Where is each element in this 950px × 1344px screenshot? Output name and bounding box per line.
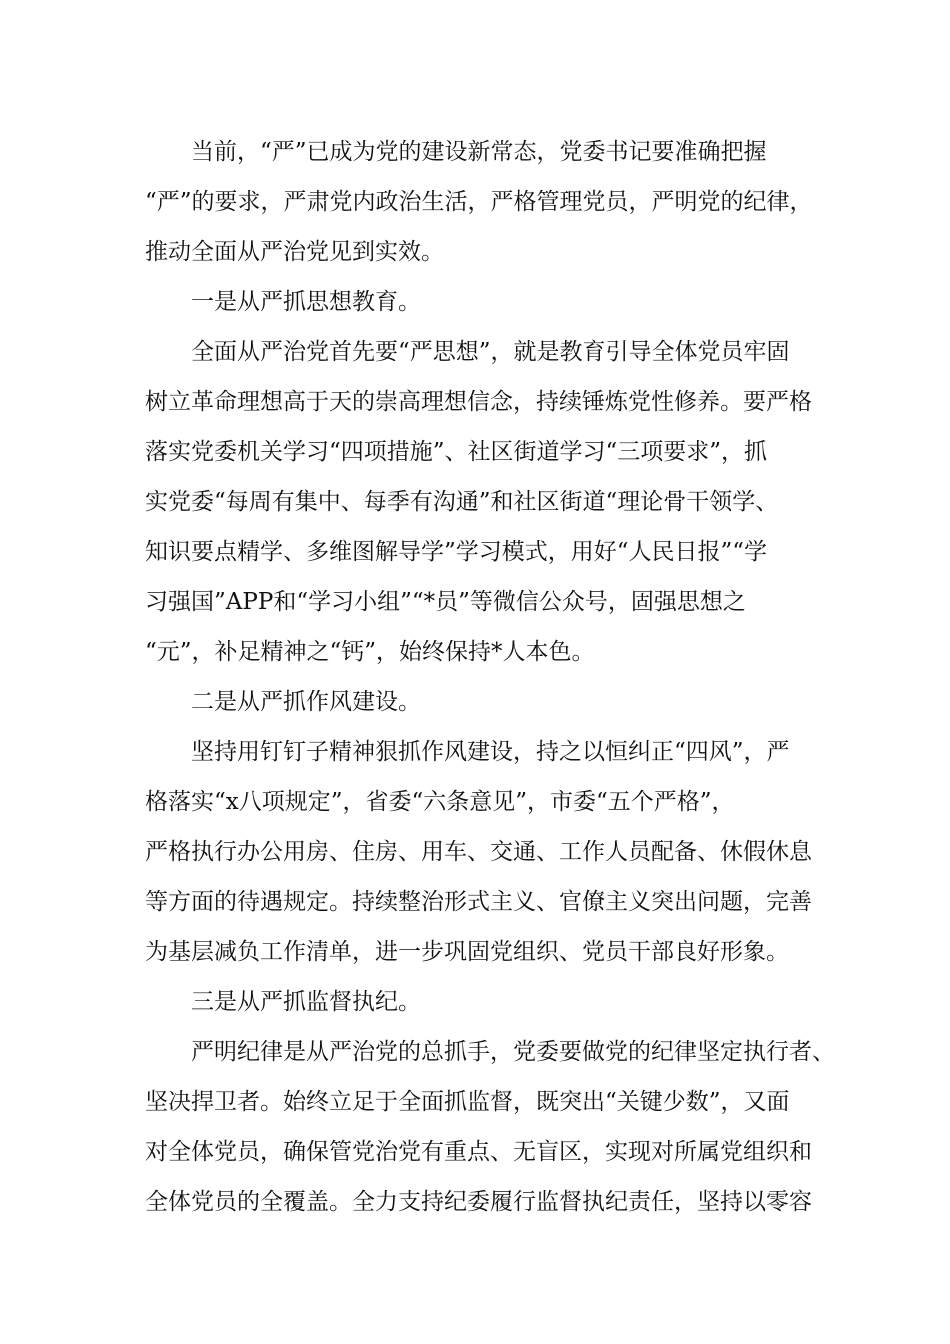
paragraph-intro-line-2: “严”的要求，严肃党内政治生活，严格管理党员，严明党的纪律， xyxy=(145,189,813,215)
paragraph-3-line-1: 严明纪律是从严治党的总抓手，党委要做党的纪律坚定执行者、 xyxy=(191,1039,835,1065)
document-body xyxy=(145,127,833,1227)
paragraph-2-line-5: 为基层减负工作清单，进一步巩固党组织、党员干部良好形象。 xyxy=(145,939,789,965)
paragraph-2-line-1: 坚持用钉钉子精神狠抓作风建设，持之以恒纠正“四风”，严 xyxy=(191,739,790,765)
paragraph-1-line-6: 习强国”APP和“学习小组”“*员”等微信公众号，固强思想之 xyxy=(145,589,746,615)
paragraph-1-line-1: 全面从严治党首先要“严思想”，就是教育引导全体党员牢固 xyxy=(191,339,790,365)
paragraph-intro-line-3: 推动全面从严治党见到实效。 xyxy=(145,239,444,265)
paragraph-1-line-7: “元”，补足精神之“钙”，始终保持*人本色。 xyxy=(145,639,595,665)
paragraph-3-line-3: 对全体党员，确保管党治党有重点、无盲区，实现对所属党组织和 xyxy=(145,1139,812,1165)
paragraph-3-line-2: 坚决捍卫者。始终立足于全面抓监督，既突出“关键少数”，又面 xyxy=(145,1089,790,1115)
paragraph-1-line-2: 树立革命理想高于天的崇高理想信念，持续锤炼党性修养。要严格 xyxy=(145,389,812,415)
section-heading-1: 一是从严抓思想教育。 xyxy=(191,289,421,315)
section-heading-2: 二是从严抓作风建设。 xyxy=(191,689,421,715)
paragraph-2-line-4: 等方面的待遇规定。持续整治形式主义、官僚主义突出问题，完善 xyxy=(145,889,812,915)
paragraph-1-line-3: 落实党委机关学习“四项措施”、社区街道学习“三项要求”，抓 xyxy=(145,439,768,465)
paragraph-2-line-2: 格落实“x八项规定”，省委“六条意见”，市委“五个严格”， xyxy=(145,789,735,815)
section-heading-3: 三是从严抓监督执纪。 xyxy=(191,989,421,1015)
paragraph-2-line-3: 严格执行办公用房、住房、用车、交通、工作人员配备、休假休息 xyxy=(145,839,812,865)
paragraph-1-line-5: 知识要点精学、多维图解导学”学习模式，用好“人民日报”“学 xyxy=(145,539,768,565)
paragraph-1-line-4: 实党委“每周有集中、每季有沟通”和社区街道“理论骨干领学、 xyxy=(145,489,779,515)
paragraph-3-line-4: 全体党员的全覆盖。全力支持纪委履行监督执纪责任，坚持以零容 xyxy=(145,1189,812,1215)
paragraph-intro-line-1: 当前，“严”已成为党的建设新常态，党委书记要准确把握 xyxy=(191,139,767,165)
